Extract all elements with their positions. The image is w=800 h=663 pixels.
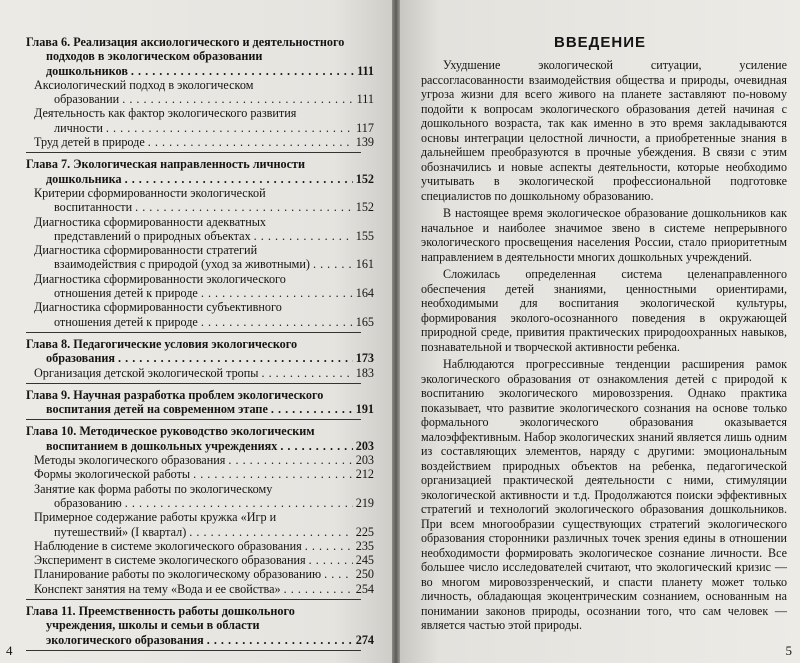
toc-entry-text: отношения детей к природе <box>54 286 198 301</box>
chapter-title-text: Глава 7. Экологическая направленность личности <box>26 157 305 172</box>
toc-entry-text: Занятие как форма работы по экологическому <box>34 481 273 496</box>
leader-dots <box>207 633 353 647</box>
toc-entry-line <box>34 366 374 380</box>
chapter-title-line <box>26 604 374 618</box>
chapter-divider <box>26 332 361 333</box>
table-of-contents <box>26 35 374 652</box>
toc-entry-page-number: 152 <box>355 200 374 215</box>
toc-entry-page-number: 111 <box>356 92 374 107</box>
toc-entry <box>26 215 374 244</box>
chapter-title-text: Глава 10. Методическое руководство экологическим <box>26 424 315 439</box>
toc-entry-line <box>34 229 374 243</box>
paragraph: Сложилась определенная система целенаправленного обеспечения детей знаниями, ценностными ориентирами, необходимыми для воспитания экологической культуры, формирования эколого-осознанного поведения в окружающей природной среде, привития практических природоохранных навыков, познавательной и творческой активности ребенка. <box>421 267 787 354</box>
chapter-title-page-number: 203 <box>355 438 374 453</box>
toc-entry <box>26 243 374 272</box>
section-heading: ВВЕДЕНИЕ <box>554 34 646 51</box>
toc-chapter <box>26 424 374 600</box>
toc-entry-line <box>34 510 374 524</box>
chapter-title-line <box>26 388 374 402</box>
leader-dots <box>131 64 354 78</box>
toc-entry-text: Диагностика сформированности адекватных <box>34 214 267 229</box>
chapter-title-line <box>26 337 374 351</box>
toc-entry-line <box>34 243 374 257</box>
chapter-title-page-number: 111 <box>357 63 374 78</box>
chapter-title-line <box>26 172 374 186</box>
paragraph: В настоящее время экологическое образование дошкольников как начальное и наиболее значимое звено в системе непрерывного экологического просвещения населения России, стало приоритетным направлением в деятельности многих дошкольных учреждений. <box>421 206 787 264</box>
chapter-title-line <box>26 633 374 647</box>
toc-entry-text: взаимодействия с природой (уход за животными) <box>54 257 310 272</box>
leader-dots <box>284 582 353 596</box>
chapter-divider <box>26 383 361 384</box>
chapter-title-text: учреждения, школы и семьи в области <box>46 618 260 633</box>
leader-dots <box>261 366 352 380</box>
toc-entry-line <box>34 482 374 496</box>
toc-entry <box>26 582 374 596</box>
toc-entry <box>26 453 374 467</box>
toc-entry-line <box>34 272 374 286</box>
toc-chapter <box>26 388 374 421</box>
chapter-divider <box>26 152 361 153</box>
chapter-title-page-number: 191 <box>355 402 374 417</box>
leader-dots <box>125 496 353 510</box>
toc-entry-line <box>34 582 374 596</box>
toc-entry <box>26 539 374 553</box>
toc-entry-page-number: 254 <box>355 581 374 596</box>
toc-entry-page-number: 245 <box>355 553 374 568</box>
toc-entry-page-number: 164 <box>355 286 374 301</box>
chapter-title-line <box>26 64 374 78</box>
chapter-title-line <box>26 618 374 632</box>
toc-chapter <box>26 337 374 384</box>
toc-entry-text: Наблюдение в системе экологического образования <box>34 538 302 553</box>
chapter-title <box>26 35 374 78</box>
toc-entry-text: Аксиологический подход в экологическом <box>34 77 254 92</box>
toc-entry-text: Труд детей в природе <box>34 135 145 150</box>
toc-entry-text: личности <box>54 120 103 135</box>
leader-dots <box>201 315 353 329</box>
toc-entry-line <box>34 525 374 539</box>
toc-entry-text: Методы экологического образования <box>34 453 226 468</box>
toc-entry-line <box>34 200 374 214</box>
chapter-title-line <box>26 35 374 49</box>
leader-dots <box>201 286 353 300</box>
toc-entry <box>26 272 374 301</box>
toc-entry-page-number: 203 <box>355 453 374 468</box>
toc-entry-page-number: 225 <box>355 524 374 539</box>
toc-entry-text: Диагностика сформированности экологического <box>34 271 286 286</box>
toc-entry-page-number: 235 <box>355 538 374 553</box>
chapter-title-page-number: 152 <box>355 171 374 186</box>
toc-entry-text: Организация детской экологической тропы <box>34 365 259 380</box>
left-page <box>0 0 392 663</box>
chapter-divider <box>26 419 361 420</box>
toc-chapter <box>26 35 374 153</box>
toc-entry-line <box>34 496 374 510</box>
chapter-divider <box>26 650 361 651</box>
chapter-title <box>26 388 374 417</box>
leader-dots <box>324 567 353 581</box>
toc-entry-line <box>34 539 374 553</box>
toc-entry <box>26 135 374 149</box>
chapter-title-line <box>26 157 374 171</box>
toc-entry-page-number: 155 <box>355 228 374 243</box>
leader-dots <box>135 200 353 214</box>
leader-dots <box>254 229 353 243</box>
toc-entry-text: отношения детей к природе <box>54 314 198 329</box>
toc-entry-line <box>34 567 374 581</box>
toc-entry-line <box>34 553 374 567</box>
chapter-title-line <box>26 439 374 453</box>
leader-dots <box>228 453 352 467</box>
toc-entry-page-number: 161 <box>355 257 374 272</box>
chapter-title-text: дошкольника <box>46 171 122 186</box>
leader-dots <box>193 467 353 481</box>
paragraph: Наблюдаются прогрессивные тенденции расширения рамок экологического образования от ознакомления детей с природой к воспитанию экологического мировоззрения. Однако практика показывает, что развитие экологического сознания на основе только формального экологического образования оказывается малоэффективным. Набор экологических знаний является лишь одним из составляющих элементов, наряду с другими: эмоциональным воздействием природных объектов на ребенка, педагогической организацией практической деятельности с ними, стимуляции экологической активности и т.д. Продолжаются поиски эффективных стратегий и технологий экологического образования дошкольников. При всем многообразии существующих стратегий экологического образования сторонники различных точек зрения едины в отношении необходимости формировать экологическое сознание личности. Все большее число исследователей считают, что экологический кризис — во многом мировоззренческий, и спасти планету может только личность, обладающая экоцентрическим сознанием, основанным на понимании законов природы, осознании того, что сам человек — является частью этой природы. <box>421 357 787 632</box>
toc-entry-page-number: 212 <box>355 467 374 482</box>
toc-entry-text: образовании <box>54 92 120 107</box>
toc-entry <box>26 567 374 581</box>
leader-dots <box>106 121 353 135</box>
leader-dots <box>148 135 353 149</box>
page-number-right: 5 <box>785 643 792 658</box>
toc-entry-text: воспитанности <box>54 200 133 215</box>
toc-entry-line <box>34 300 374 314</box>
toc-entry-line <box>34 186 374 200</box>
toc-entry-line <box>34 215 374 229</box>
toc-entry-page-number: 219 <box>355 495 374 510</box>
toc-chapter <box>26 157 374 333</box>
toc-entry <box>26 467 374 481</box>
toc-entry-text: Диагностика сформированности субъективного <box>34 300 282 315</box>
book-gutter <box>392 0 400 663</box>
toc-entry-line <box>34 78 374 92</box>
toc-entry-text: Конспект занятия на тему «Вода и ее свойства» <box>34 581 281 596</box>
leader-dots <box>313 257 353 271</box>
toc-entry-line <box>34 257 374 271</box>
leader-dots <box>118 351 353 365</box>
toc-entry <box>26 106 374 135</box>
chapter-title-text: экологического образования <box>46 632 204 647</box>
toc-entry-line <box>34 453 374 467</box>
leader-dots <box>189 525 352 539</box>
introduction-text <box>421 58 787 636</box>
toc-entry-line <box>34 106 374 120</box>
toc-entry-page-number: 117 <box>356 120 374 135</box>
leader-dots <box>271 402 353 416</box>
toc-entry-text: Критерии сформированности экологической <box>34 185 266 200</box>
chapter-title-line <box>26 424 374 438</box>
toc-entry <box>26 366 374 380</box>
toc-entry-line <box>34 121 374 135</box>
chapter-title <box>26 157 374 186</box>
toc-entry-text: Эксперимент в системе экологического образования <box>34 553 306 568</box>
toc-entry-line <box>34 92 374 106</box>
chapter-title-page-number: 173 <box>355 351 374 366</box>
toc-entry <box>26 186 374 215</box>
toc-entry <box>26 553 374 567</box>
chapter-title-text: образования <box>46 351 115 366</box>
toc-entry-text: представлений о природных объектах <box>54 228 251 243</box>
toc-entry-text: Деятельность как фактор экологического развития <box>34 106 297 121</box>
leader-dots <box>125 172 353 186</box>
toc-entry <box>26 482 374 511</box>
leader-dots <box>122 92 353 106</box>
toc-entry-line <box>34 467 374 481</box>
toc-entry-text: Примерное содержание работы кружка «Игр и <box>34 510 277 525</box>
right-page <box>400 0 800 663</box>
toc-entry-text: Планирование работы по экологическому образованию <box>34 567 322 582</box>
chapter-title-text: Глава 6. Реализация аксиологического и деятельностного <box>26 35 345 49</box>
leader-dots <box>309 553 353 567</box>
chapter-title-text: воспитания детей на современном этапе <box>46 402 268 417</box>
chapter-title-text: подходов в экологическом образовании <box>46 49 263 64</box>
chapter-title <box>26 337 374 366</box>
toc-entry-text: Диагностика сформированности стратегий <box>34 243 258 258</box>
chapter-title-text: Глава 9. Научная разработка проблем экологического <box>26 387 324 402</box>
toc-entry-page-number: 165 <box>355 314 374 329</box>
chapter-title-page-number: 274 <box>355 632 374 647</box>
leader-dots <box>305 539 353 553</box>
page-number-left: 4 <box>6 643 13 658</box>
toc-entry-text: Формы экологической работы <box>34 467 191 482</box>
chapter-title <box>26 604 374 647</box>
chapter-title-text: Глава 8. Педагогические условия экологического <box>26 336 298 351</box>
chapter-title-line <box>26 49 374 63</box>
toc-entry <box>26 78 374 107</box>
chapter-title-line <box>26 351 374 365</box>
toc-entry-text: путешествий» (I квартал) <box>54 524 187 539</box>
chapter-title-text: Глава 11. Преемственность работы дошкольного <box>26 603 295 618</box>
toc-entry-line <box>34 135 374 149</box>
chapter-title-text: воспитанием в дошкольных учреждениях <box>46 438 278 453</box>
toc-entry-page-number: 139 <box>355 135 374 150</box>
toc-entry <box>26 300 374 329</box>
toc-entry-line <box>34 286 374 300</box>
leader-dots <box>280 439 352 453</box>
chapter-title-text: дошкольников <box>46 63 128 78</box>
toc-entry-page-number: 183 <box>355 365 374 380</box>
toc-entry-page-number: 250 <box>355 567 374 582</box>
toc-entry-line <box>34 315 374 329</box>
toc-entry-text: образованию <box>54 495 122 510</box>
chapter-divider <box>26 599 361 600</box>
toc-chapter <box>26 604 374 651</box>
chapter-title-line <box>26 402 374 416</box>
toc-entry <box>26 510 374 539</box>
chapter-title <box>26 424 374 453</box>
paragraph: Ухудшение экологической ситуации, усиление рассогласованности взаимодействия общества и природы, очевидная угроза жизни для всего живого на планете заставляют по-новому подойти к вопросам экологического образования детей начиная с дошкольного возраста, так как именно в это время закладываются основы интеграции целостной личности, а приобретенные знания в дальнейшем преобразуются в прочные убеждения. В связи с этим обозначились и новые аспекты деятельности, которые необходимо учитывать в экологической профессиональной подготовке специалистов по дошкольному образованию. <box>421 58 787 203</box>
